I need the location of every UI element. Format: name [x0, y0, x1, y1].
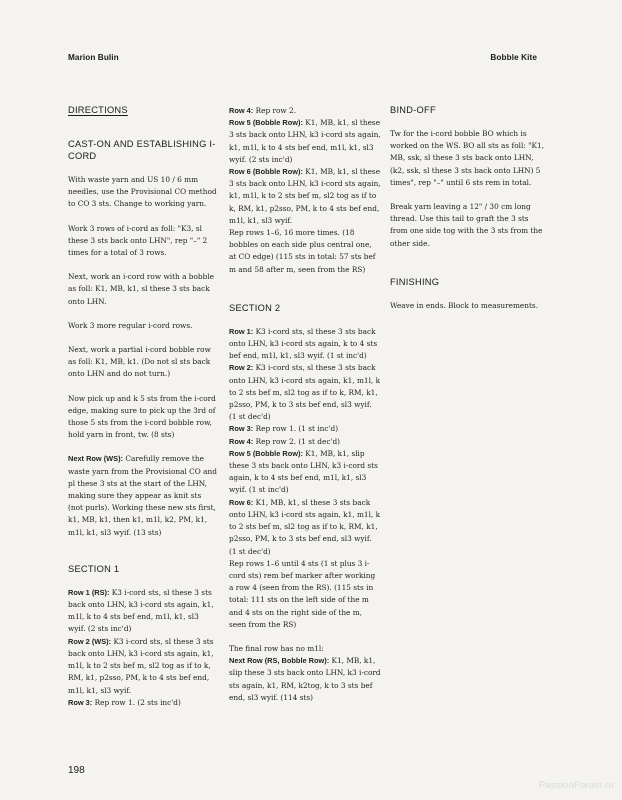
more-rows-paragraph: Work 3 more regular i-cord rows.	[68, 320, 193, 330]
page-number: 198	[68, 765, 85, 776]
s1-repeat-paragraph: Rep rows 1–6, 16 more times. (18 bobbles on each side plus central one, at CO edge) (115 sts in total: 57 sts bef m and 58 after m, seen from the RS)	[229, 228, 376, 274]
s2-row-3	[229, 423, 381, 435]
next-row-ws-paragraph	[68, 453, 218, 538]
s2-row-4	[229, 436, 381, 448]
s1-row-3	[68, 697, 218, 709]
row-text: Carefully remove the waste yarn from the Provisional CO and pl these 3 sts at the start of the LHN, making sure they appear as knit sts (not purls). Working these new sts first, k1, MB, k1, then k1, m1l, k2, PM, k1, m1l, k1, sl3 wyif. (13 sts)	[68, 454, 217, 537]
row-label: Next Row (WS):	[68, 454, 124, 464]
s2-row-6	[229, 497, 381, 558]
pick-up-paragraph: Now pick up and k 5 sts from the i-cord edge, making sure to pick up the 3rd of those 5 sts from the i-cord bobble row, hold yarn in front, tw. (8 sts)	[68, 393, 216, 440]
s2-row-5	[229, 448, 381, 497]
row-label: Row 5 (Bobble Row):	[229, 118, 303, 128]
column-1	[68, 104, 218, 709]
graft-paragraph: Break yarn leaving a 12" / 30 cm long thread. Use this tail to graft the 3 sts from one side tog with the 3 sts from the other side.	[390, 202, 543, 248]
cast-on-paragraph: With waste yarn and US 10 / 6 mm needles, use the Provisional CO method to CO 3 sts. Change to working yarn.	[68, 175, 217, 209]
partial-bobble-paragraph: Next, work a partial i-cord bobble row as foll: K1, MB, k1. (Do not sl sts back onto LHN and do not turn.)	[68, 345, 211, 379]
final-row-note: The final row has no m1l:	[229, 643, 324, 653]
row-text: K1, MB, k1, slip these 3 sts back onto LHN, k3 i-cord sts again, k to 4 sts bef end, m1l, k1, sl3 wyif. (1 st inc'd)	[229, 448, 378, 495]
row-text: Rep row 2.	[253, 106, 297, 115]
bobble-row-paragraph: Next, work an i-cord row with a bobble as foll: K1, MB, k1, sl these 3 sts back onto LHN.	[68, 272, 215, 306]
directions-heading: DIRECTIONS	[68, 105, 128, 115]
s1-row-2	[68, 636, 218, 697]
section-1-heading: SECTION 1	[68, 563, 120, 574]
row-label: Row 5 (Bobble Row):	[229, 448, 303, 458]
row-label: Row 2:	[229, 363, 254, 373]
s1-row-1	[68, 587, 218, 636]
row-text: K1, MB, k1, sl these 3 sts back onto LHN, k3 i-cord sts again, k1, m1l, k to 4 sts bef end, m1l, k1, sl3 wyif. (2 sts inc'd)	[229, 118, 381, 164]
row-text: Rep row 1. (2 sts inc'd)	[92, 697, 181, 707]
s1-row-6	[229, 166, 381, 227]
header-pattern-title: Bobble Kite	[490, 53, 537, 62]
row-text: K1, MB, k1, sl these 3 sts back onto LHN, k3 i-cord sts again, k1, m1l, k to 2 sts bef m, sl2 tog as if to k, RM, k1, p2sso, PM, k to 3 sts bef end, sl3 wyif. (1 st dec'd)	[229, 497, 381, 556]
column-2	[229, 105, 381, 704]
bind-off-paragraph: Tw for the i-cord bobble BO which is worked on the WS. BO all sts as foll: "K1, MB, ssk, sl these 3 sts back onto LHN, (k2, ssk, sl these 3 sts back onto LHN) 5 times", rep "–" until 6 sts rem in total.	[390, 129, 544, 187]
cast-on-heading: CAST-ON AND ESTABLISHING I-CORD	[68, 139, 216, 161]
row-text: K3 i-cord sts, sl these 3 sts back onto LHN, k3 i-cord sts again, k1, m1l, k to 2 sts bef m, sl2 tog as if to k, RM, k1, p2sso, PM, k to 4 sts bef end, m1l, k1, sl3 wyif.	[68, 636, 214, 695]
row-text: K1, MB, k1, slip these 3 sts back onto LHN, k3 i-cord sts again, k1, RM, k2tog, k to 3 sts bef end, sl3 wyif. (114 sts)	[229, 656, 381, 702]
row-label: Row 4:	[229, 106, 254, 115]
row-label: Row 6:	[229, 497, 254, 507]
row-label: Next Row (RS, Bobble Row):	[229, 656, 330, 666]
row-label: Row 3:	[229, 424, 254, 434]
s1-row-5	[229, 117, 381, 166]
s2-row-2	[229, 362, 381, 423]
row-label: Row 4:	[229, 436, 254, 446]
s2-repeat-paragraph: Rep rows 1–6 until 4 sts (1 st plus 3 i-cord sts) rem bef marker after working a row 4 (seen from the RS). (115 sts in total: 111 sts on the left side of the m and 4 sts on the right side of the m, seen from the RS)	[229, 558, 376, 629]
section-2-heading: SECTION 2	[229, 302, 281, 313]
row-label: Row 6 (Bobble Row):	[229, 167, 303, 177]
row-text: Rep row 2. (1 st dec'd)	[253, 436, 341, 446]
row-text: K3 i-cord sts, sl these 3 sts back onto LHN, k3 i-cord sts again, k to 4 sts bef end, m1l, k1, sl3 wyif. (1 st inc'd)	[229, 326, 378, 361]
row-text: Rep row 1. (1 st inc'd)	[253, 424, 339, 434]
watermark: PassionForum.ru	[538, 780, 614, 791]
row-label: Row 1 (RS):	[68, 587, 110, 597]
next-row-rs-bobble	[229, 655, 381, 704]
header-author: Marion Bulin	[68, 53, 119, 62]
s1-row-4	[229, 105, 381, 117]
row-text: K1, MB, k1, sl these 3 sts back onto LHN, k3 i-cord sts again, k1, m1l, k to 2 sts bef m, sl2 tog as if to k, RM, k1, p2sso, PM, k to 4 sts bef end, m1l, k1, sl3 wyif.	[229, 167, 381, 225]
row-text: K3 i-cord sts, sl these 3 sts back onto LHN, k3 i-cord sts again, k1, m1l, k to 2 sts bef m, sl2 tog as if to k, RM, k1, p2sso, PM, k to 3 sts bef end, sl3 wyif. (1 st dec'd)	[229, 363, 381, 422]
finishing-heading: FINISHING	[390, 276, 440, 287]
column-3	[390, 104, 545, 312]
s2-row-1	[229, 326, 381, 363]
row-text: K3 i-cord sts, sl these 3 sts back onto LHN, k3 i-cord sts again, k1, m1l, k to 4 sts bef end, m1l, k1, sl3 wyif. (2 sts inc'd)	[68, 587, 214, 634]
row-label: Row 2 (WS):	[68, 636, 112, 646]
row-label: Row 3:	[68, 697, 93, 707]
bind-off-heading: BIND-OFF	[390, 105, 436, 115]
icord-rows-paragraph: Work 3 rows of i-cord as foll: "K3, sl these 3 sts back onto LHN", rep "–" 2 times for a total of 3 rows.	[68, 223, 208, 258]
finishing-paragraph: Weave in ends. Block to measurements.	[390, 300, 539, 310]
row-label: Row 1:	[229, 326, 254, 336]
